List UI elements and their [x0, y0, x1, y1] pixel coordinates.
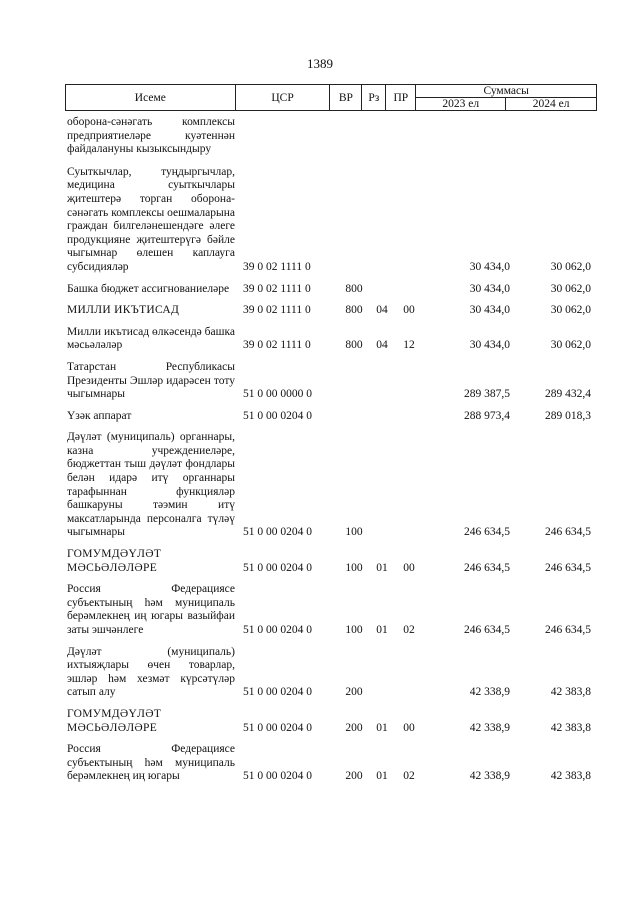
row-2023: 30 434,0 — [469, 304, 510, 317]
row-2023: 42 338,9 — [469, 721, 510, 734]
row-2024: 30 062,0 — [550, 339, 591, 352]
header-year-2024: 2024 ел — [506, 98, 597, 111]
row-2024: 289 432,4 — [545, 388, 591, 401]
table-row — [65, 548, 597, 575]
row-csr: 51 0 00 0204 0 — [243, 721, 312, 734]
row-pr: 02 — [403, 770, 415, 783]
row-vr: 200 — [345, 770, 363, 783]
header-rz: Рз — [362, 85, 386, 111]
row-name: Россия Федерациясе субъектының һәм муниципаль берәмлекнең иң югары — [67, 743, 235, 783]
row-vr: 200 — [345, 721, 363, 734]
table-row — [65, 116, 597, 157]
row-csr: 39 0 02 1111 0 — [243, 304, 311, 317]
row-name: МИЛЛИ ИКЪТИСАД — [67, 304, 180, 317]
header-name: Исеме — [66, 85, 236, 111]
row-2023: 246 634,5 — [464, 561, 510, 574]
row-rz: 01 — [376, 561, 388, 574]
row-2024: 42 383,8 — [550, 770, 591, 783]
row-vr: 100 — [345, 561, 363, 574]
row-csr: 51 0 00 0204 0 — [243, 409, 312, 422]
row-csr: 51 0 00 0204 0 — [243, 686, 312, 699]
header-pr: ПР — [386, 85, 416, 111]
row-csr: 39 0 02 1111 0 — [243, 260, 311, 273]
row-name: Дәүләт (муниципаль) органнары, казна учреждениеләре, бюджеттан тыш дәүләт фондлары белән идарә итү органнары тарафыннан функцияләр башкаруны тәэмин итү максатларында персоналга түләү чыгымнары — [67, 431, 235, 539]
row-name: ГОМУМДӘҮЛӘТ МӘСЬӘЛӘЛӘРЕ — [67, 707, 162, 734]
row-rz: 04 — [376, 339, 388, 352]
row-csr: 51 0 00 0204 0 — [243, 526, 312, 539]
row-name: Татарстан Республикасы Президенты Эшләр идарәсен тоту чыгымнары — [67, 360, 235, 401]
row-pr: 00 — [403, 561, 415, 574]
header-year-2023: 2023 ел — [416, 98, 506, 111]
row-name: Милли икътисад өлкәсендә башка мәсьәләләр — [67, 325, 235, 352]
row-2024: 30 062,0 — [550, 260, 591, 273]
row-2023: 30 434,0 — [469, 282, 510, 295]
row-2023: 42 338,9 — [469, 686, 510, 699]
row-pr: 12 — [403, 339, 415, 352]
row-2024: 246 634,5 — [545, 624, 591, 636]
row-vr: 100 — [345, 624, 363, 636]
row-name: оборона-сәнәгать комплексы предприятиеләре куәтеннән файдалануны кызыксындыру — [67, 116, 235, 156]
table-row — [65, 646, 597, 700]
row-csr: 51 0 00 0204 0 — [243, 770, 312, 783]
row-csr: 51 0 00 0000 0 — [243, 388, 312, 401]
table-row — [65, 708, 597, 735]
row-2024: 42 383,8 — [550, 721, 591, 734]
table-row — [65, 166, 597, 275]
row-2023: 289 387,5 — [464, 388, 510, 401]
row-pr: 00 — [403, 304, 415, 317]
table-body — [65, 116, 597, 792]
row-vr: 800 — [345, 339, 363, 352]
header-vr: ВР — [330, 85, 362, 111]
row-csr: 39 0 02 1111 0 — [243, 282, 311, 295]
row-name: Суыткычлар, туңдыргычлар, медицина суыткычлары җитештерә торган оборона-сәнәгать комплексы оешмаларына граждан билгеләнешендәге әлеге продукцияне җитештерүгә бәйле чыгымнар өлешен каплауга субсидияләр — [67, 165, 235, 273]
row-name: Россия Федерациясе субъектының һәм муниципаль берәмлекнең иң югары вазыйфаи заты эшчәнлеге — [67, 583, 235, 636]
row-2024: 30 062,0 — [550, 282, 591, 295]
row-csr: 39 0 02 1111 0 — [243, 339, 311, 352]
row-rz: 01 — [376, 721, 388, 734]
row-2023: 42 338,9 — [469, 770, 510, 783]
header-csr: ЦСР — [235, 85, 330, 111]
row-pr: 00 — [403, 721, 415, 734]
row-2023: 246 634,5 — [464, 526, 510, 539]
row-2023: 288 973,4 — [464, 409, 510, 422]
table-row — [65, 304, 597, 318]
row-name: Башка бюджет ассигнованиеләре — [67, 282, 230, 295]
table-header — [65, 84, 597, 111]
row-pr: 02 — [403, 624, 415, 636]
row-vr: 800 — [345, 282, 363, 295]
row-vr: 100 — [345, 526, 363, 539]
table-row — [65, 583, 597, 637]
row-name: ГОМУМДӘҮЛӘТ МӘСЬӘЛӘЛӘРЕ — [67, 548, 162, 574]
row-rz: 04 — [376, 304, 388, 317]
row-2024: 42 383,8 — [550, 686, 591, 699]
row-2024: 246 634,5 — [545, 561, 591, 574]
table-row — [65, 283, 597, 297]
table-row — [65, 431, 597, 540]
row-2024: 246 634,5 — [545, 526, 591, 539]
row-rz: 01 — [376, 770, 388, 783]
row-vr: 200 — [345, 686, 363, 699]
table-row — [65, 743, 597, 784]
row-2023: 30 434,0 — [469, 260, 510, 273]
table-row — [65, 326, 597, 353]
row-rz: 01 — [376, 624, 388, 636]
row-name: Үзәк аппарат — [67, 409, 132, 422]
row-2024: 30 062,0 — [550, 304, 591, 317]
row-2023: 30 434,0 — [469, 339, 510, 352]
row-vr: 800 — [345, 304, 363, 317]
row-2023: 246 634,5 — [464, 624, 510, 636]
row-csr: 51 0 00 0204 0 — [243, 624, 312, 636]
row-csr: 51 0 00 0204 0 — [243, 561, 312, 574]
row-name: Дәүләт (муниципаль) ихтыяҗлары өчен товарлар, эшләр һәм хезмәт күрсәтүләр сатып алу — [67, 645, 235, 699]
row-2024: 289 018,3 — [545, 409, 591, 422]
table-row — [65, 410, 597, 424]
table-row — [65, 361, 597, 402]
header-sums: Суммасы — [416, 85, 597, 98]
page-number: 1389 — [307, 56, 333, 71]
